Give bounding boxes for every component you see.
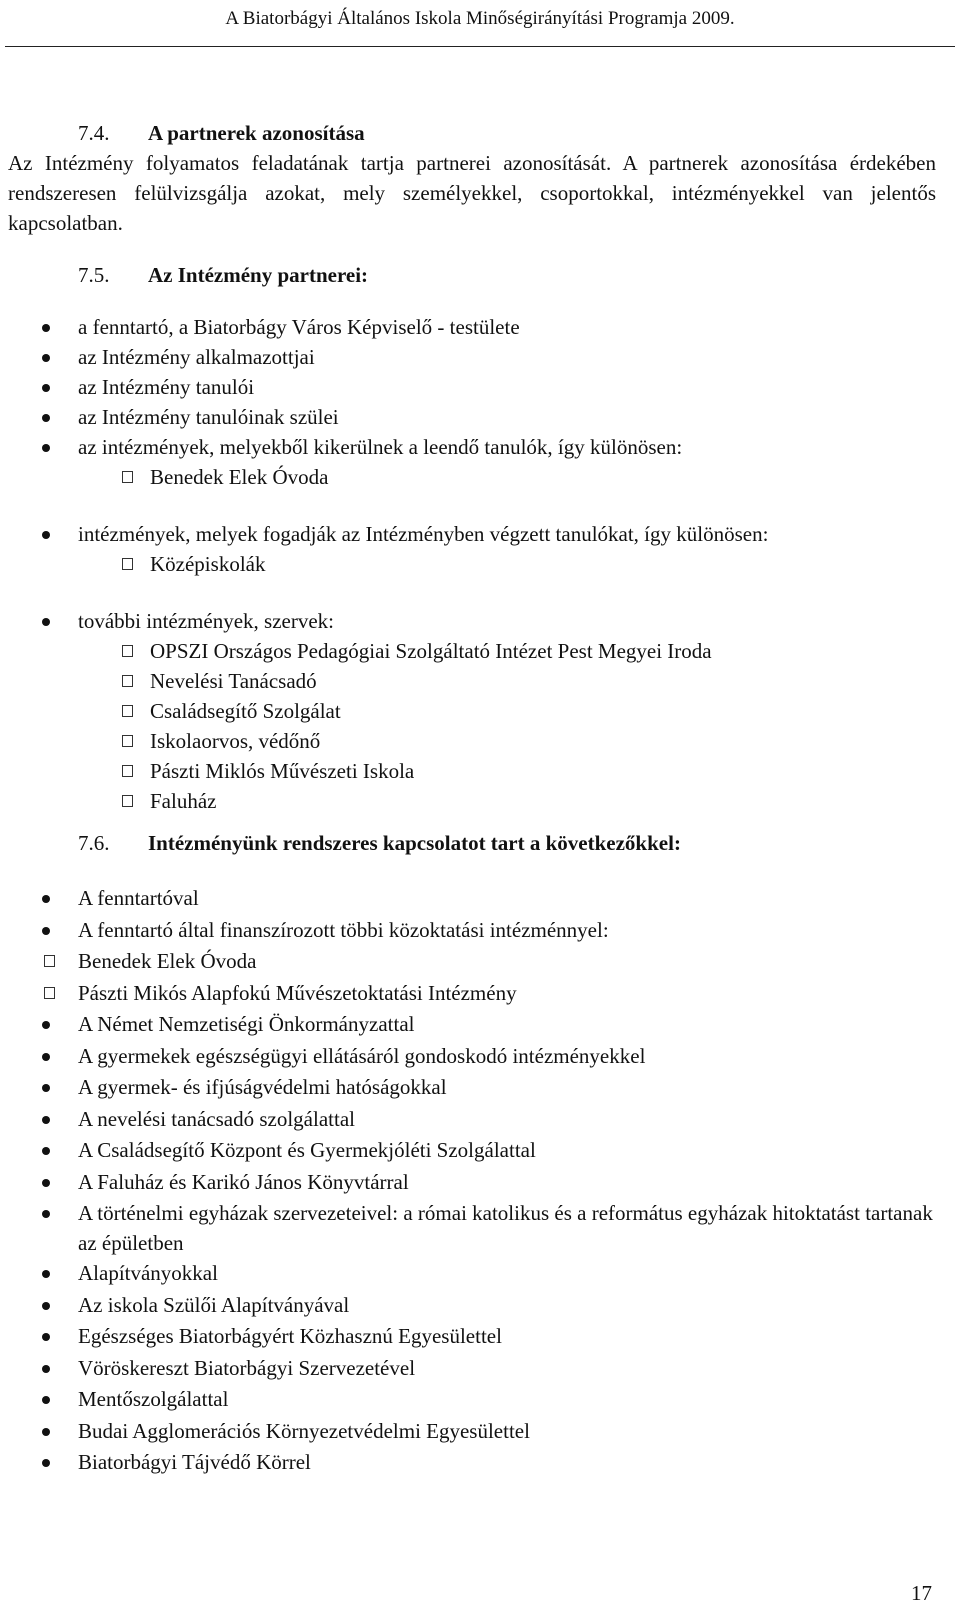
list-item: intézmények, melyek fogadják az Intézményben végzett tanulókat, így különösen: xyxy=(8,519,936,549)
sub-list-item: Pászti Miklós Művészeti Iskola xyxy=(8,756,936,786)
list-item: A gyermek- és ifjúságvédelmi hatóságokkal xyxy=(8,1072,936,1104)
sub-list-item: Benedek Elek Óvoda xyxy=(8,946,936,978)
list-item: az Intézmény tanulóinak szülei xyxy=(8,402,936,432)
list-item: A gyermekek egészségügyi ellátásáról gondoskodó intézményekkel xyxy=(8,1041,936,1073)
section-title: Intézményünk rendszeres kapcsolatot tart a következőkkel: xyxy=(148,831,681,855)
section-7-5-heading xyxy=(8,260,936,290)
sub-list-item: Pászti Mikós Alapfokú Művészetoktatási Intézmény xyxy=(8,978,936,1010)
list-item: A fenntartóval xyxy=(8,883,936,915)
list-item: A Faluház és Karikó János Könyvtárral xyxy=(8,1167,936,1199)
list-item: az Intézmény alkalmazottjai xyxy=(8,342,936,372)
sub-list-item: Benedek Elek Óvoda xyxy=(8,462,936,492)
sub-list-item: Iskolaorvos, védőnő xyxy=(8,726,936,756)
page-header: A Biatorbágyi Általános Iskola Minőségirányítási Programja 2009. xyxy=(225,8,735,29)
list-item: Az iskola Szülői Alapítványával xyxy=(8,1290,936,1322)
list-item: A fenntartó által finanszírozott többi közoktatási intézménnyel: xyxy=(8,915,936,947)
section-7-4-text: Az Intézmény folyamatos feladatának tartja partnerei azonosítását. A partnerek azonosítása érdekében rendszeresen felülvizsgálja azokat, mely személyekkel, csoportokkal, intézményekkel van jelentős kapcsolatban. xyxy=(8,151,936,235)
list-item: A Német Nemzetiségi Önkormányzattal xyxy=(8,1009,936,1041)
list-item: Mentőszolgálattal xyxy=(8,1384,936,1416)
list-item: A nevelési tanácsadó szolgálattal xyxy=(8,1104,936,1136)
document-body xyxy=(8,118,936,1479)
list-item: az intézmények, melyekből kikerülnek a leendő tanulók, így különösen: xyxy=(8,432,936,462)
section-7-4-heading xyxy=(8,118,936,148)
header-divider xyxy=(5,46,955,47)
list-item: A Családsegítő Központ és Gyermekjóléti Szolgálattal xyxy=(8,1135,936,1167)
list-item: Alapítványokkal xyxy=(8,1258,936,1290)
sub-list-item: Középiskolák xyxy=(8,549,936,579)
section-7-6-heading xyxy=(8,828,936,858)
list-item: az Intézmény tanulói xyxy=(8,372,936,402)
sub-list-item: Faluház xyxy=(8,786,936,816)
list-item: Egészséges Biatorbágyért Közhasznú Egyesülettel xyxy=(8,1321,936,1353)
list-item: A történelmi egyházak szervezeteivel: a római katolikus és a református egyházak hitoktatást tartanak az épületben xyxy=(8,1198,936,1258)
section-number: 7.5. xyxy=(78,263,110,287)
list-item: Biatorbágyi Tájvédő Körrel xyxy=(8,1447,936,1479)
page-number: 17 xyxy=(911,1581,932,1605)
list-item: a fenntartó, a Biatorbágy Város Képviselő - testülete xyxy=(8,312,936,342)
section-number: 7.6. xyxy=(78,831,110,855)
list-item: Budai Agglomerációs Környezetvédelmi Egyesülettel xyxy=(8,1416,936,1448)
list-item: további intézmények, szervek: xyxy=(8,606,936,636)
partner-list xyxy=(8,312,936,816)
sub-list-item: Családsegítő Szolgálat xyxy=(8,696,936,726)
section-title: A partnerek azonosítása xyxy=(148,121,365,145)
section-number: 7.4. xyxy=(78,121,110,145)
list-item: Vöröskereszt Biatorbágyi Szervezetével xyxy=(8,1353,936,1385)
sub-list-item: OPSZI Országos Pedagógiai Szolgáltató Intézet Pest Megyei Iroda xyxy=(8,636,936,666)
sub-list-item: Nevelési Tanácsadó xyxy=(8,666,936,696)
contact-list xyxy=(8,883,936,1479)
section-title: Az Intézmény partnerei: xyxy=(148,263,369,287)
